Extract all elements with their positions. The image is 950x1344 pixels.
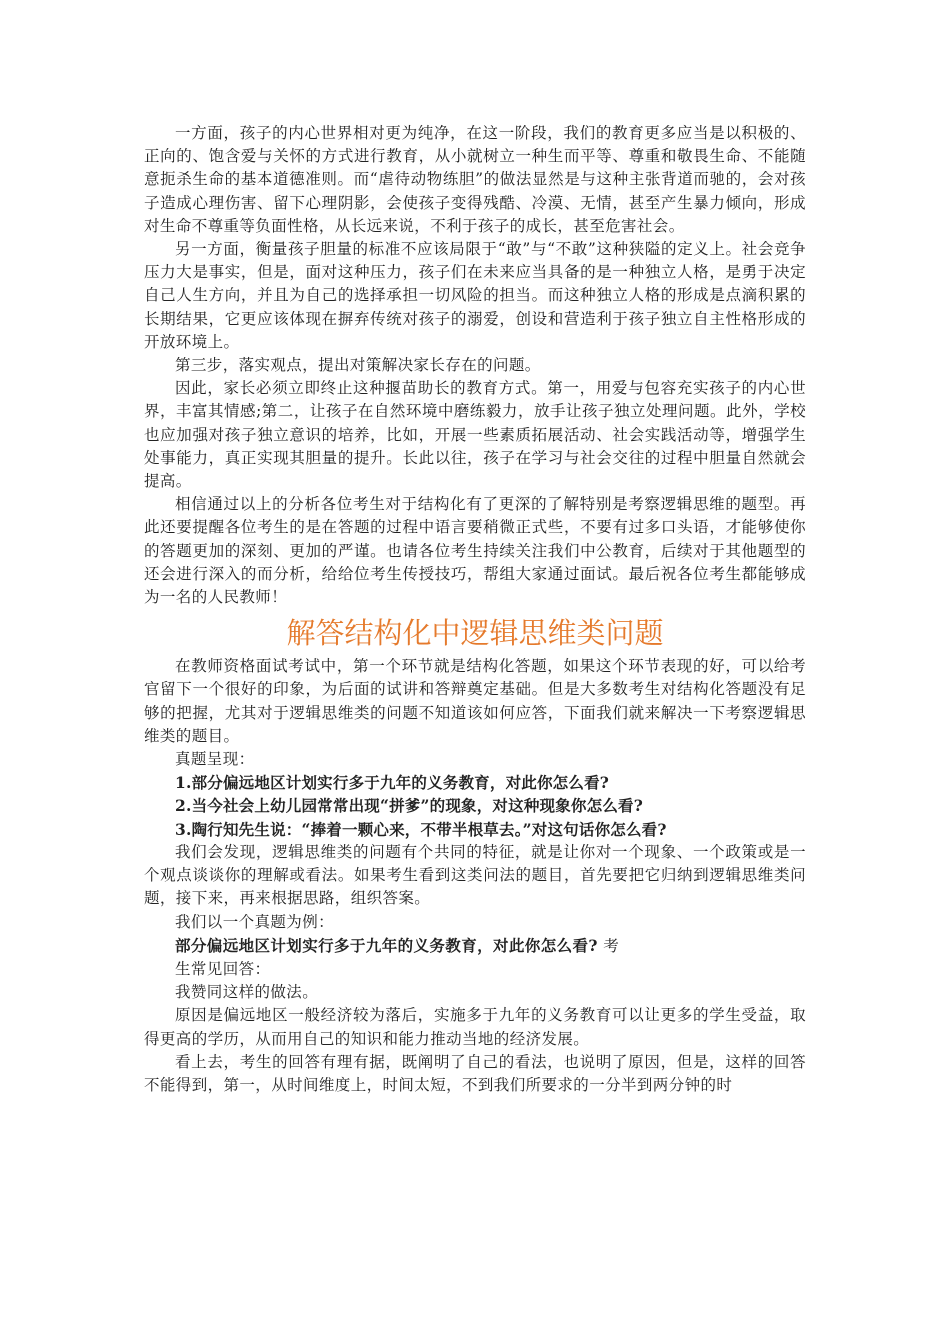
paragraph-step-three: 第三步，落实观点，提出对策解决家长存在的问题。 (175, 356, 541, 375)
example-question (144, 934, 806, 958)
question-item: 3.陶行知先生说：“捧着一颗心来，不带半根草去。”对这句话你怎么看? (175, 819, 667, 839)
question-item: 2.当今社会上幼儿园常常出现“拼爹”的现象，对这种现象你怎么看? (175, 796, 643, 816)
example-label: 我们以一个真题为例： (175, 912, 335, 931)
paragraph-therefore: 因此，家长必须立即终止这种揠苗助长的教育方式。第一，用爱与包容充实孩子的内心世界，丰富其情感;第二，让孩子在自然环境中磨练毅力，放手让孩子独立处理问题。此外，学校也应加强对孩子独立意识的培养，比如，开展一些素质拓展活动、社会实践活动等，增强学生处事能力，真正实现其胆量的提升。长此以往，孩子在学习与社会交往的过程中胆量自然就会提高。 (144, 379, 806, 491)
section-heading: 解答结构化中逻辑思维类问题 (286, 616, 664, 651)
paragraph-intro: 在教师资格面试考试中，第一个环节就是结构化答题，如果这个环节表现的好，可以给考官留下一个很好的印象，为后面的试讲和答辩奠定基础。但是大多数考生对结构化答题没有足够的把握，尤其对于逻辑思维类的问题不知道该如何应答，下面我们就来解决一下考察逻辑思维类的题目。 (144, 657, 806, 745)
real-questions-label: 真题呈现： (175, 750, 255, 769)
document-body (144, 122, 806, 1097)
example-question-text: 部分偏远地区计划实行多于九年的义务教育，对此你怎么看? (175, 935, 598, 955)
paragraph-analysis: 我们会发现，逻辑思维类的问题有个共同的特征，就是让你对一个现象、一个政策或是一个观点谈谈你的理解或看法。如果考生看到这类问法的题目，首先要把它归纳到逻辑思维类问题，接下来，再来根据思路，组织答案。 (144, 842, 806, 908)
question-item: 1.部分偏远地区计划实行多于九年的义务教育，对此你怎么看? (175, 773, 610, 793)
paragraph-other-hand: 另一方面，衡量孩子胆量的标准不应该局限于“敢”与“不敢”这种狭隘的定义上。社会竞争压力大是事实，但是，面对这种压力，孩子们在未来应当具备的是一种独立人格，是勇于决定自己人生方向，并且为自己的选择承担一切风险的担当。而这种独立人格的形成是点滴积累的长期结果，它更应该体现在摒弃传统对孩子的溺爱，创设和营造利于孩子独立自主性格形成的开放环境上。 (144, 240, 806, 351)
paragraph-comment: 看上去，考生的回答有理有据，既阐明了自己的看法，也说明了原因，但是，这样的回答不能得到，第一，从时间维度上，时间太短，不到我们所要求的一分半到两分钟的时 (144, 1052, 806, 1094)
answer-line-two: 原因是偏远地区一般经济较为落后，实施多于九年的义务教育可以让更多的学生受益，取得更高的学历，从而用自己的知识和能力推动当地的经济发展。 (144, 1006, 806, 1048)
common-answer-label: 生常见回答： (175, 959, 271, 978)
answer-line-one: 我赞同这样的做法。 (175, 983, 319, 1002)
example-question-tail: 考 (597, 936, 620, 955)
paragraph-one-hand: 一方面，孩子的内心世界相对更为纯净，在这一阶段，我们的教育更多应当是以积极的、正向的、饱含爱与关怀的方式进行教育，从小就树立一种生而平等、尊重和敬畏生命、不能随意扼杀生命的基本道德准则。而“虐待动物练胆”的做法显然是与这种主张背道而驰的，会对孩子造成心理伤害、留下心理阴影，会使孩子变得残酷、冷漠、无情，甚至产生暴力倾向，形成对生命不尊重等负面性格，从长远来说，不利于孩子的成长，甚至危害社会。 (144, 124, 806, 235)
paragraph-conclusion: 相信通过以上的分析各位考生对于结构化有了更深的了解特别是考察逻辑思维的题型。再此还要提醒各位考生的是在答题的过程中语言要稍微正式些，不要有过多口头语，才能够使你的答题更加的深刻、更加的严谨。也请各位考生持续关注我们中公教育，后续对于其他题型的还会进行深入的而分析，给给位考生传授技巧，帮组大家通过面试。最后祝各位考生都能够成为一名的人民教师！ (144, 495, 806, 607)
